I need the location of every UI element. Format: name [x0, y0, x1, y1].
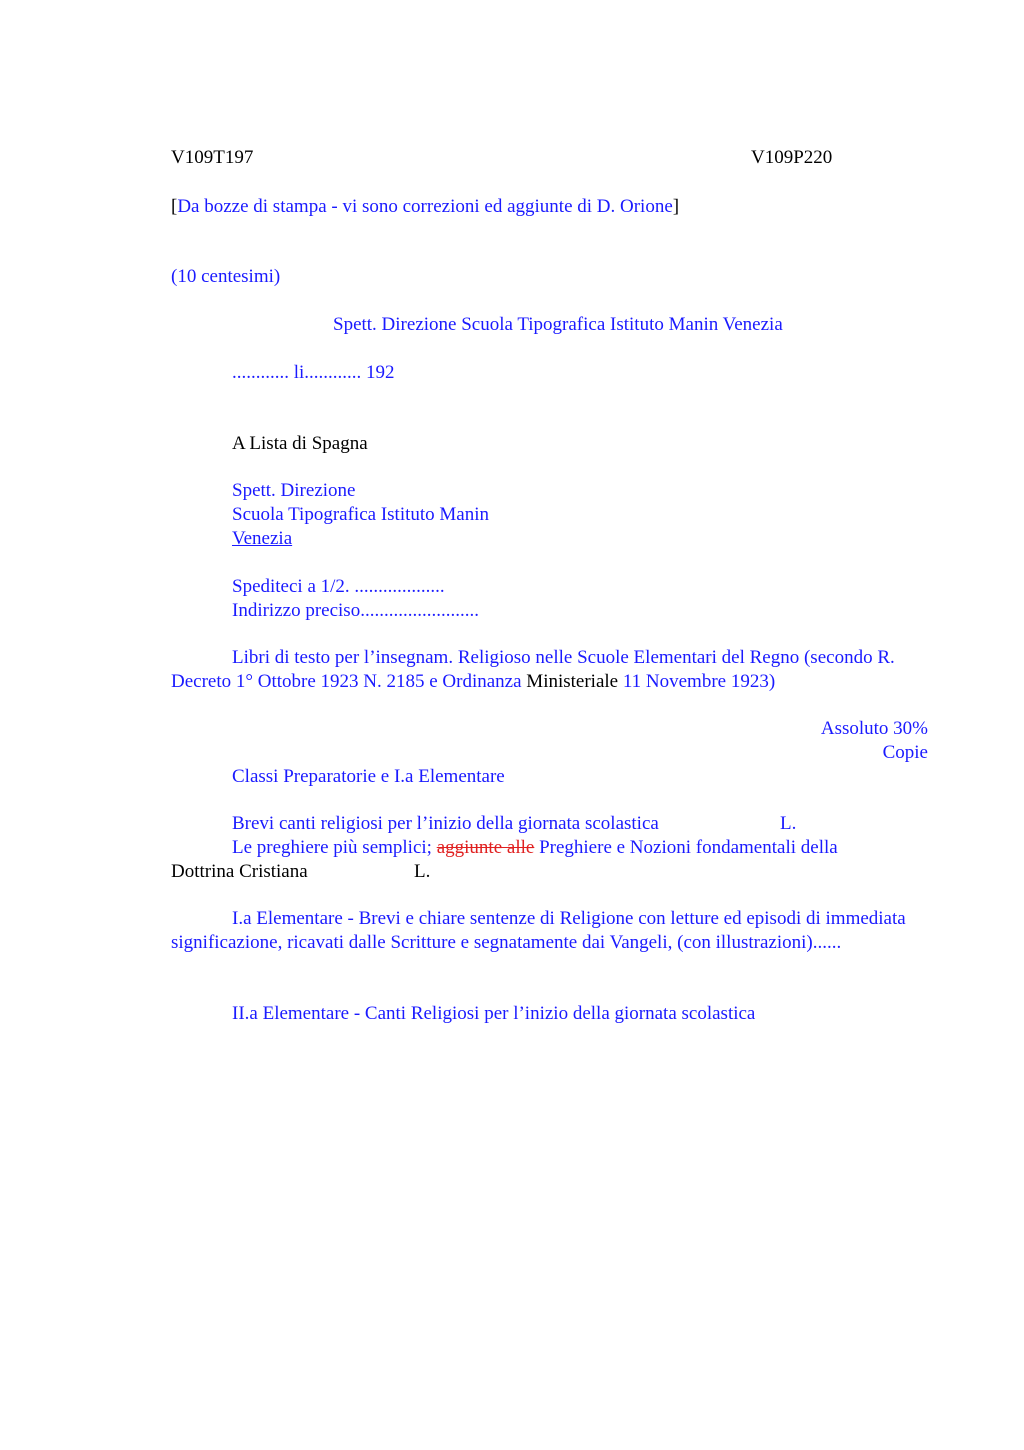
- item-1-price: L.: [780, 813, 797, 834]
- order-block: [232, 575, 479, 623]
- intro-part-2: Ministeriale: [526, 671, 619, 692]
- address-line-3: Venezia: [232, 528, 293, 549]
- recipient-label: A Lista di Spagna: [232, 433, 368, 454]
- item-2-line-1: [232, 836, 838, 860]
- stamp-line: Spett. Direzione Scuola Tipografica Istituto Manin Venezia: [333, 314, 783, 335]
- intro-part-3: 11 Novembre 1923): [618, 671, 776, 692]
- item-2-price: L.: [414, 861, 431, 882]
- column-headers: [821, 717, 928, 765]
- intro-part-1: Libri di testo per l’insegnam. Religioso nelle Scuole Elementari del Regno (secondo R. Decreto 1° Ottobre 1923 N. 2185 e Ordinanza: [171, 647, 895, 692]
- paragraph-second-grade: II.a Elementare - Canti Religiosi per l’inizio della giornata scolastica: [232, 1003, 756, 1024]
- left-code: V109T197: [171, 147, 254, 168]
- address-block: [232, 479, 489, 551]
- date-line: ............ li............ 192: [232, 362, 395, 383]
- price-note: (10 centesimi): [171, 266, 281, 287]
- discount-header: Assoluto 30%: [820, 718, 928, 739]
- item-2-part-1: Le preghiere più semplici;: [232, 837, 437, 858]
- paragraph-first-grade: I.a Elementare - Brevi e chiare sentenze di Religione con letture ed episodi di immediata significazione, ricavati dalle Scritture e segnatamente dai Vangeli, (con illustrazioni)......: [171, 908, 906, 953]
- note-bracket-close: ]: [672, 196, 680, 217]
- editorial-note: [171, 195, 679, 219]
- note-text: Da bozze di stampa - vi sono correzioni ed aggiunte di D. Orione: [177, 196, 673, 217]
- item-2-part-3: Dottrina Cristiana: [171, 861, 308, 882]
- right-code: V109P220: [751, 147, 833, 168]
- order-address-line: Indirizzo preciso.........................: [232, 600, 479, 621]
- item-1-text: Brevi canti religiosi per l’inizio della giornata scolastica: [232, 813, 659, 834]
- address-line-1: Spett. Direzione: [232, 480, 356, 501]
- item-2-struck-text: aggiunte alle: [436, 837, 535, 858]
- order-quantity-line: Spediteci a 1/2. ...................: [232, 576, 445, 597]
- item-2-part-2: Preghiere e Nozioni fondamentali della: [534, 837, 838, 858]
- note-bracket-open: [: [171, 196, 178, 217]
- intro-paragraph: [171, 646, 928, 694]
- address-line-2: Scuola Tipografica Istituto Manin: [232, 504, 490, 525]
- copies-header: Copie: [882, 742, 928, 763]
- section-title: Classi Preparatorie e I.a Elementare: [232, 766, 505, 787]
